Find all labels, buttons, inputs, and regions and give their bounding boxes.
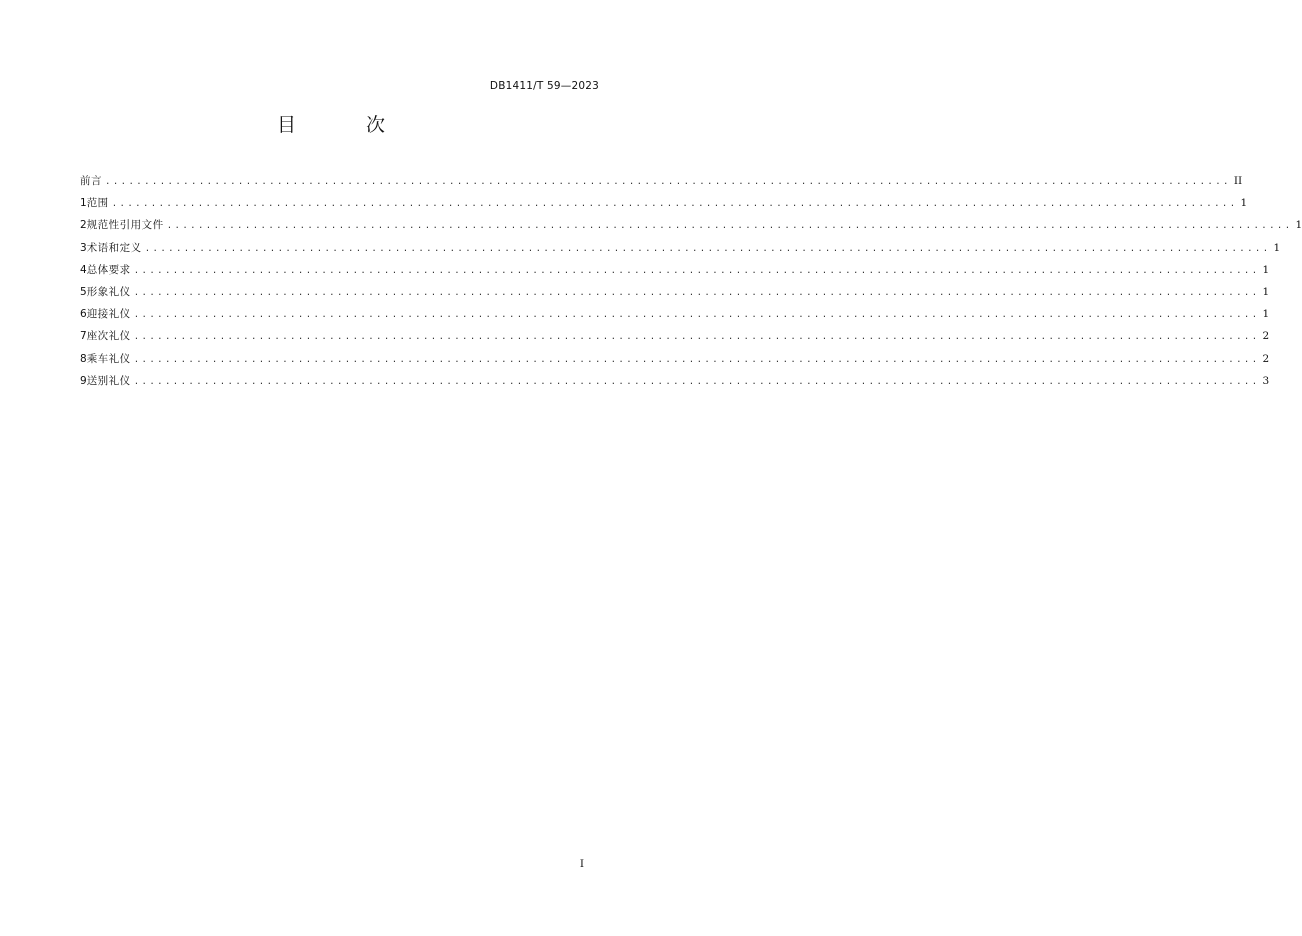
toc-entry-normative-references[interactable] (80, 214, 1302, 236)
toc-entry-scope[interactable] (80, 192, 1248, 214)
toc-entry-seating-etiquette[interactable] (80, 325, 1270, 347)
toc-entry-page: 1 (1295, 219, 1302, 232)
toc-dot-leader: ................................................................................................................................................ (133, 376, 1260, 387)
toc-entry-page: 1 (1262, 263, 1270, 276)
toc-entry-vehicle-etiquette[interactable] (80, 348, 1270, 370)
toc-dot-leader: ................................................................................................................................................ (133, 287, 1260, 298)
toc-entry-page: II (1233, 175, 1243, 187)
toc-dot-leader: ................................................................................................................................................ (166, 221, 1293, 232)
toc-dot-leader: ................................................................................................................................................ (111, 199, 1238, 210)
toc-entry-number: 1 (80, 197, 87, 210)
toc-dot-leader: ................................................................................................................................................ (144, 243, 1271, 254)
toc-entry-label: 形象礼仪 (86, 285, 131, 298)
toc-dot-leader: ................................................................................................................................................ (105, 177, 1231, 187)
toc-entry-reception-etiquette[interactable] (80, 303, 1270, 325)
toc-entry-number: 6 (80, 308, 87, 321)
toc-entry-label: 范围 (86, 197, 109, 210)
toc-entry-label: 送别礼仪 (86, 374, 131, 387)
toc-entry-farewell-etiquette[interactable] (80, 370, 1270, 392)
toc-dot-leader: ................................................................................................................................................ (133, 354, 1260, 365)
toc-entry-page: 1 (1262, 308, 1270, 321)
toc-entry-label: 总体要求 (86, 263, 131, 276)
toc-entry-page: 2 (1262, 352, 1270, 365)
toc-entry-foreword[interactable] (80, 170, 1243, 192)
toc-entry-label: 术语和定义 (86, 241, 142, 254)
toc-dot-leader: ................................................................................................................................................ (133, 332, 1260, 343)
toc-entry-number: 9 (80, 374, 87, 387)
toc-entry-terms-definitions[interactable] (80, 237, 1281, 259)
toc-entry-label: 前言 (80, 175, 102, 187)
toc-entry-page: 3 (1262, 374, 1270, 387)
toc-entry-label: 规范性引用文件 (86, 219, 164, 232)
toc-entry-page: 1 (1273, 241, 1281, 254)
toc-entry-label: 迎接礼仪 (86, 308, 131, 321)
toc-entry-number: 8 (80, 352, 87, 365)
toc-entry-number: 3 (80, 241, 87, 254)
toc-entry-page: 1 (1262, 285, 1270, 298)
toc-entry-label: 座次礼仪 (86, 330, 131, 343)
document-code: DB1411/T 59—2023 (489, 80, 599, 92)
toc-entry-general-requirements[interactable] (80, 259, 1270, 281)
toc-dot-leader: ................................................................................................................................................ (133, 310, 1260, 321)
toc-entry-image-etiquette[interactable] (80, 281, 1270, 303)
page-number: I (579, 858, 584, 870)
toc-entry-number: 4 (80, 263, 87, 276)
toc-entry-number: 2 (80, 219, 87, 232)
toc-entry-number: 7 (80, 330, 87, 343)
toc-entry-label: 乘车礼仪 (86, 352, 131, 365)
toc-entry-number: 5 (80, 285, 87, 298)
toc-entry-page: 2 (1262, 330, 1270, 343)
toc-dot-leader: ................................................................................................................................................ (133, 265, 1260, 276)
toc-title: 目 次 (276, 114, 418, 136)
toc-entry-page: 1 (1240, 197, 1248, 210)
table-of-contents (80, 170, 1302, 392)
